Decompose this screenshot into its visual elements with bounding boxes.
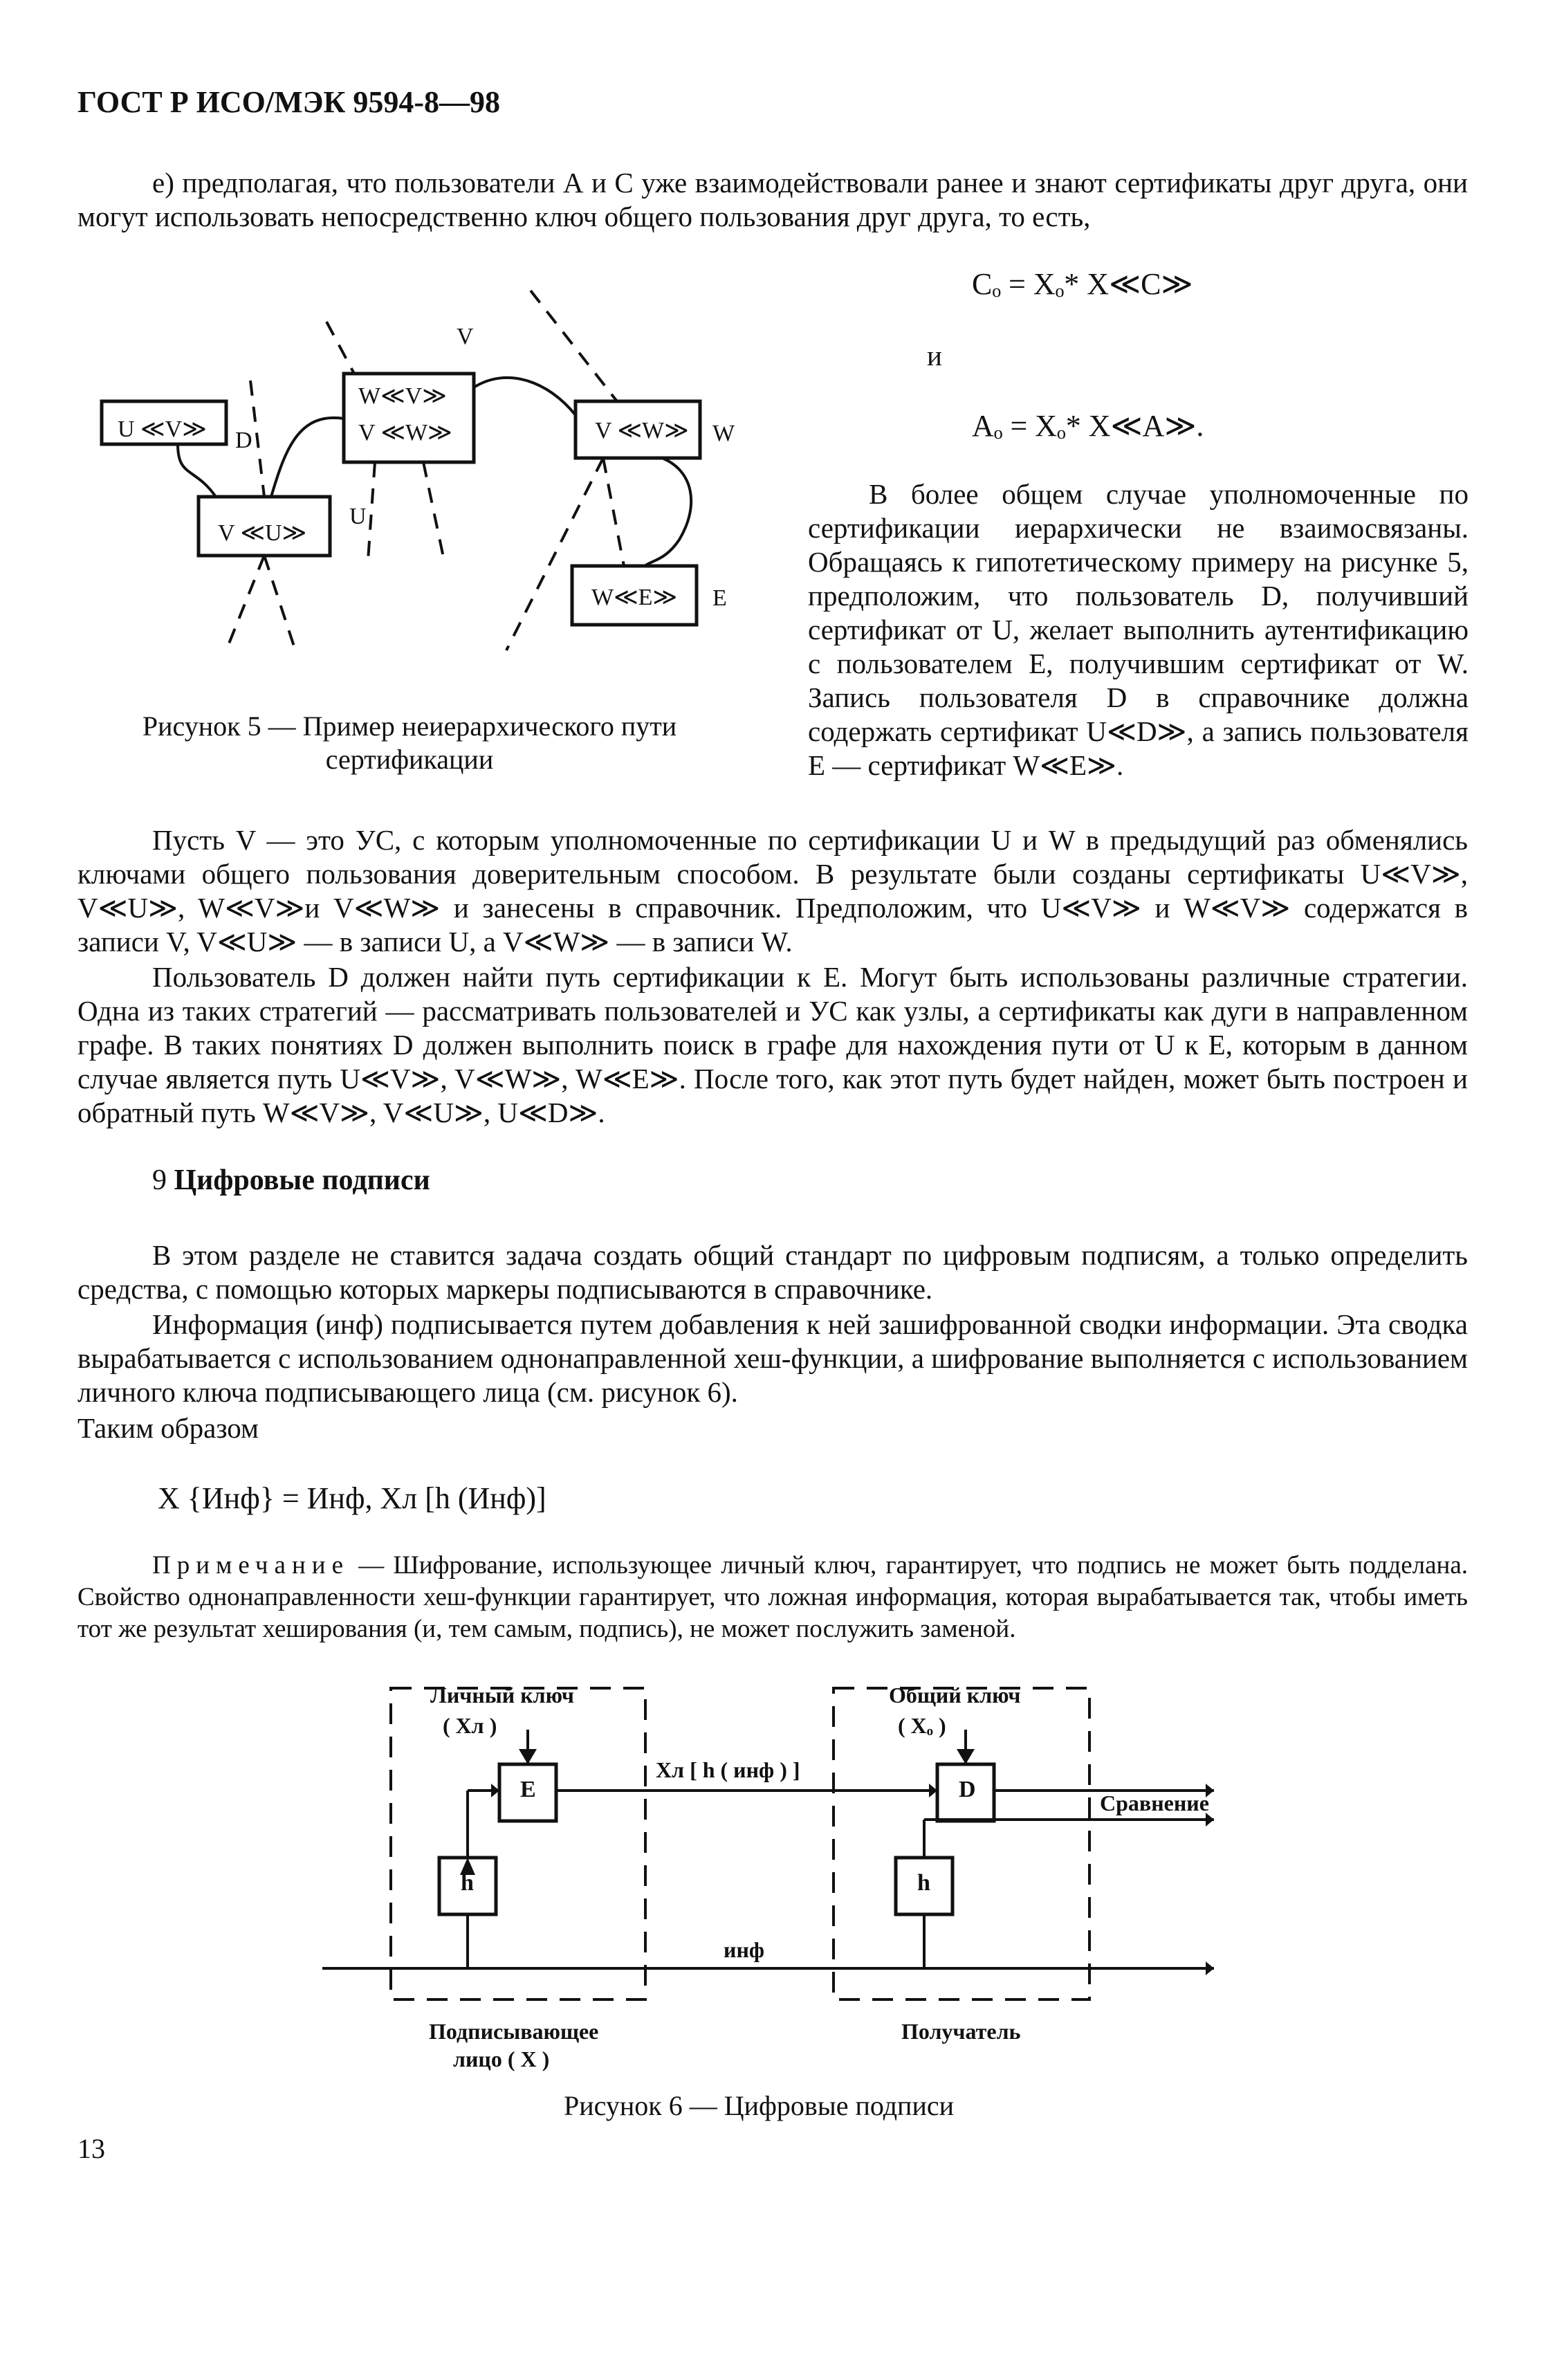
right-paragraph: В более общем случае уполномоченные по сертификации иерархически не взаимосвязаны. Обращаясь к гипотетическому примеру на рисунке 5, предположим, что пользователь D, получивший сертификат от U, желает выполнить аутентификацию с пользователем Е, получившим сертификат от W. Запись пользователя D в справочнике должна содержать сертификат U≪D≫, а запись пользователя Е — сертификат W≪E≫. [808,478,1469,781]
node-e: E [712,585,727,611]
note [77,1550,1468,1645]
info-label: инф [724,1937,765,1962]
box-h-signer-label: h [461,1870,474,1896]
note-text: — Шифрование, использующее личный ключ, гарантирует, что подпись не может быть подделана. Свойство однонаправленности хеш-функции гарантирует, что ложная информация, которая вырабатывается так, чтобы иметь тот же результат хеширования (и, тем самым, подпись), не может послужить заменой. [77,1551,1468,1643]
public-key-label: Общий ключ [889,1683,1021,1708]
node-w: W [712,421,735,446]
private-key-label: Личный ключ [430,1683,574,1708]
paragraph-1: Пусть V — это УС, с которым уполномоченные по сертификации U и W в предыдущий раз обменялись ключами общего пользования доверительным способом. В результате были созданы сертификаты U≪V≫, V≪U≫, W≪V≫и V≪W≫ и занесены в справочник. Предположим, что U≪V≫ и W≪V≫ содержатся в записи V, V≪U≫ — в записи U, а V≪W≫ — в записи W. [77,824,1468,958]
label-w-e: W≪E≫ [591,585,678,610]
section-heading [152,1164,430,1197]
note-label: Примечание [152,1551,349,1580]
box-h-receiver-label: h [917,1870,930,1896]
document-header: ГОСТ Р ИСО/МЭК 9594-8—98 [77,85,501,119]
section-paragraph-2: Информация (инф) подписывается путем добавления к ней зашифрованной сводки информации. Эта сводка вырабатывается с использованием однонаправленной хеш-функции, а шифрование выполняется с использованием личного ключа подписывающего лица (см. рисунок 6). [77,1308,1468,1408]
intro-paragraph: е) предполагая, что пользователи А и С уже взаимодействовали ранее и знают сертификаты друг друга, они могут использовать непосредственно ключ общего пользования друг друга, то есть, [77,167,1468,232]
box-e-label: E [520,1777,536,1802]
node-u: U [349,504,367,529]
box-d-label: D [959,1777,976,1802]
comparison-label: Сравнение [1100,1791,1209,1815]
public-key-symbol: ( Xₒ ) [898,1713,946,1738]
figure6-diagram [297,1674,1231,2034]
page-number: 13 [77,2133,105,2164]
label-w-v-2: V ≪W≫ [358,420,452,446]
receiver-label: Получатель [901,2019,1021,2044]
formula-c: Cₒ = Xₒ* X≪C≫ [972,267,1193,301]
paragraph-2: Пользователь D должен найти путь сертификации к Е. Могут быть использованы различные стратегии. Одна из таких стратегий — рассматривать пользователей и УС как узлы, а сертификаты как дуги в направленном графе. В таких понятиях D должен выполнить поиск в графе для нахождения пути от U к Е, которым в данном случае является путь U≪V≫, V≪W≫, W≪E≫. После того, как этот путь будет найден, может быть построен и обратный путь W≪V≫, V≪U≫, U≪D≫. [77,961,1468,1128]
signed-digest-label: Xл [ h ( инф ) ] [656,1757,800,1782]
label-v-u: V ≪U≫ [218,520,307,546]
thus-text: Таким образом [77,1412,259,1444]
node-d: D [235,428,252,453]
figure5-caption: Рисунок 5 — Пример неиерархического пути сертификации [142,711,677,775]
section-paragraph-1: В этом разделе не ставится задача создать общий стандарт по цифровым подписям, а только определить средства, с помощью которых маркеры подписываются в справочнике. [77,1239,1468,1305]
and-word: и [927,340,942,372]
section-title: Цифровые подписи [174,1164,430,1196]
signer-label-1: Подписывающее [429,2019,599,2044]
signature-formula: X {Инф} = Инф, Хл [h (Инф)] [158,1481,546,1515]
figure5-diagram [77,277,783,692]
section-number: 9 [152,1164,167,1196]
label-u-v: U ≪V≫ [118,416,207,442]
figure6-caption: Рисунок 6 — Цифровые подписи [564,2090,955,2121]
label-w-v-1: W≪V≫ [358,383,447,409]
formula-a: Aₒ = Xₒ* X≪A≫. [972,409,1204,443]
label-v-w: V ≪W≫ [595,418,689,443]
signer-label-2: лицо ( X ) [453,2047,550,2071]
private-key-symbol: ( Xл ) [443,1713,497,1738]
node-v: V [457,324,474,349]
